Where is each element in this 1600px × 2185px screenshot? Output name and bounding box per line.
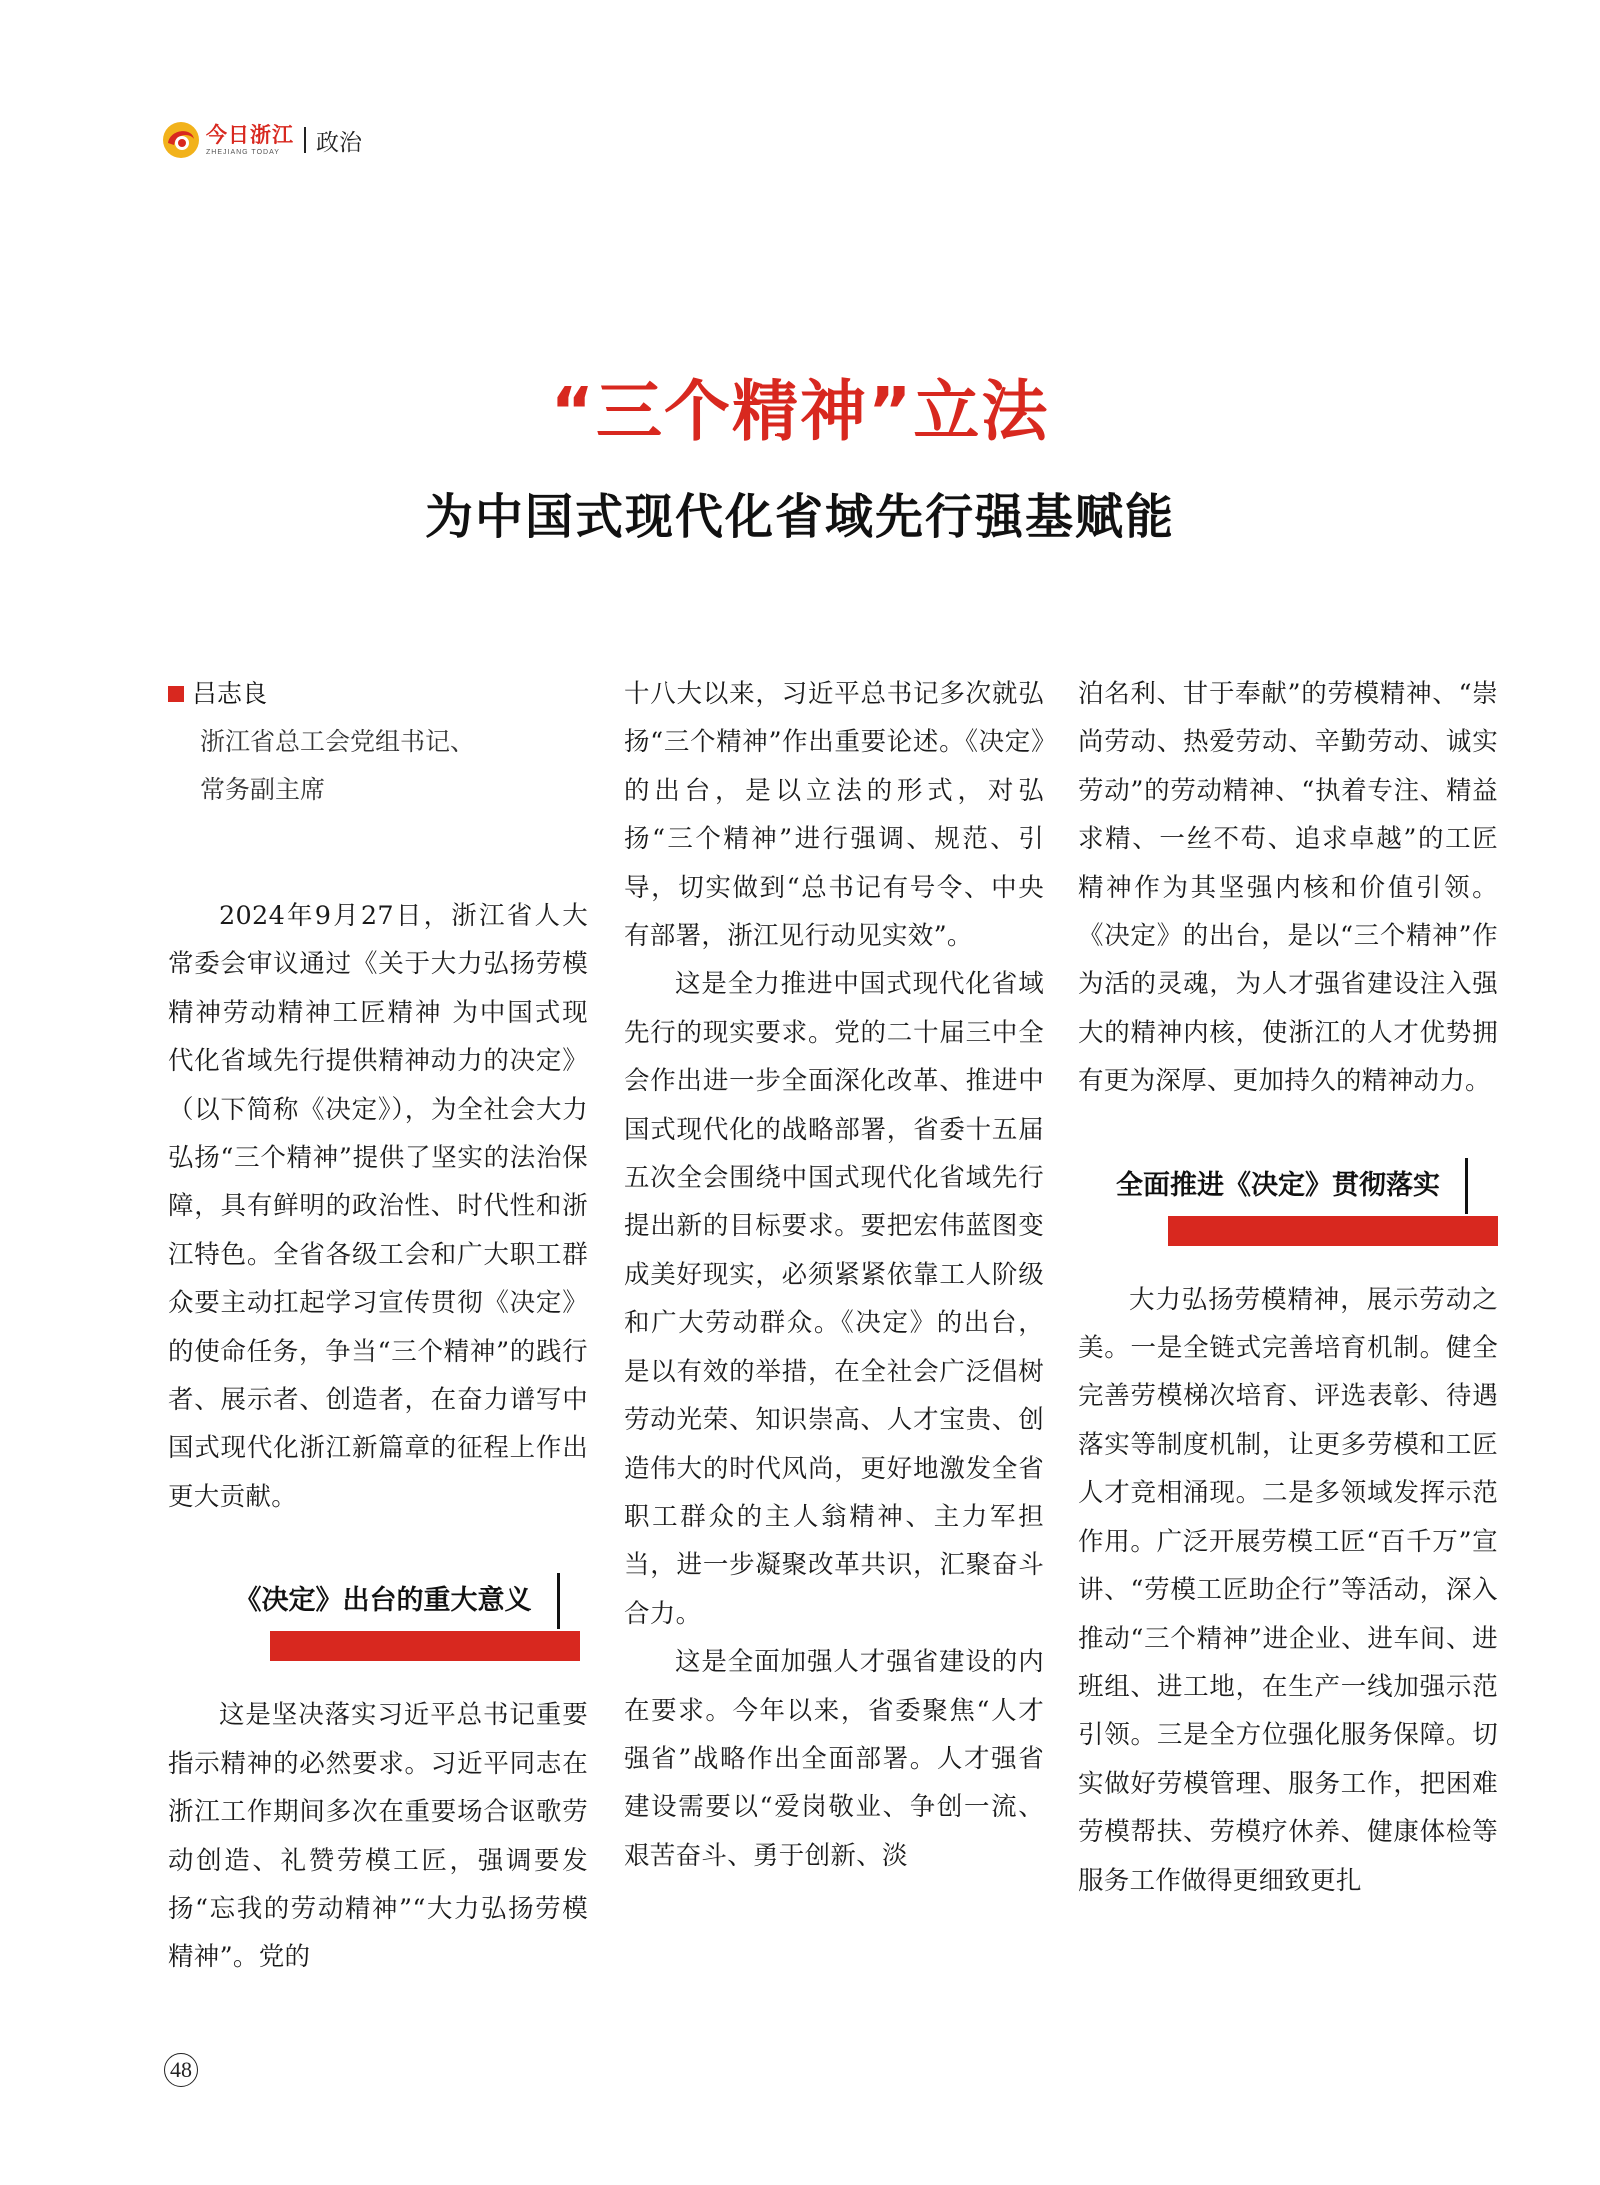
heading-text: 全面推进《决定》贯彻落实 [1116, 1169, 1440, 1201]
heading-red-bar [1168, 1216, 1498, 1246]
paragraph-4: 大力弘扬劳模精神，展示劳动之美。一是全链式完善培育机制。健全完善劳模梯次培育、评选表彰、待遇落实等制度机制，让更多劳模和工匠人才竞相涌现。二是多领域发挥示范作用。广泛开展劳模工匠“百千万”宣讲、“劳模工匠助企行”等活动，深入推动“三个精神”进企业、进车间、进班组、进工地，在生产一线加强示范引领。三是全方位强化服务保障。切实做好劳模管理、服务工作，把困难劳模帮扶、劳模疗休养、健康体检等服务工作做得更细致更扎 [1078, 1284, 1498, 1896]
paragraph-3-part-2: 泊名利、甘于奉献”的劳模精神、“崇尚劳动、热爱劳动、辛勤劳动、诚实劳动”的劳动精神、“执着专注、精益求精、一丝不苟、追求卓越”的工匠精神作为其坚强内核和价值引领。《决定》的出台，是以“三个精神”作为活的灵魂，为人才强省建设注入强大的精神内核，使浙江的人才优势拥有更为深厚、更加持久的精神动力。 [1078, 679, 1498, 1097]
red-square-marker [168, 686, 184, 702]
author-block [168, 670, 588, 814]
paragraph-1-part-1: 这是坚决落实习近平总书记重要指示精神的必然要求。习近平同志在浙江工作期间多次在重要场合讴歌劳动创造、礼赞劳模工匠，强调要发扬“忘我的劳动精神”“大力弘扬劳模精神”。党的 [168, 1700, 588, 1973]
article-subtitle: 为中国式现代化省域先行强基赋能 [424, 489, 1175, 545]
author-title-line-1: 浙江省总工会党组书记、 [200, 727, 476, 756]
section-label: 政治 [316, 129, 362, 156]
header-divider [304, 127, 306, 153]
paragraph-2: 这是全力推进中国式现代化省域先行的现实要求。党的二十届三中全会作出进一步全面深化改革、推进中国式现代化的战略部署，省委十五届五次全会围绕中国式现代化省域先行提出新的目标要求。要把宏伟蓝图变成美好现实，必须紧紧依靠工人阶级和广大劳动群众。《决定》的出台，是以有效的举措，在全社会广泛倡树劳动光荣、知识崇高、人才宝贵、创造伟大的时代风尚，更好地激发全省职工群众的主人翁精神、主力军担当，进一步凝聚改革共识，汇聚奋斗合力。 [624, 969, 1044, 1629]
author-name-row [168, 670, 588, 718]
paragraph-1-part-2: 十八大以来，习近平总书记多次就弘扬“三个精神”作出重要论述。《决定》的出台，是以立法的形式，对弘扬“三个精神”进行强调、规范、引导，切实做到“总书记有号令、中央有部署，浙江见行动见实效”。 [624, 679, 1044, 952]
heading-text: 《决定》出台的重大意义 [234, 1585, 532, 1617]
column-2 [624, 670, 1044, 1880]
intro-paragraph: 2024年9月27日，浙江省人大常委会审议通过《关于大力弘扬劳模精神劳动精神工匠精神 为中国式现代化省域先行提供精神动力的决定》（以下简称《决定》），为全社会大力弘扬“三个精神”提供了坚实的法治保障，具有鲜明的政治性、时代性和浙江特色。全省各级工会和广大职工群众要主动扛起学习宣传贯彻《决定》的使命任务，争当“三个精神”的践行者、展示者、创造者，在奋力谱写中国式现代化浙江新篇章的征程上作出更大贡献。 [168, 901, 588, 1512]
logo-chinese-text: 今日浙江 [206, 122, 294, 147]
column-1 [168, 670, 588, 1982]
logo-english-text: ZHEJIANG TODAY [206, 148, 280, 156]
author-name: 吕志良 [192, 679, 268, 708]
heading-red-bar [270, 1631, 580, 1661]
section-heading-implementation [1078, 1146, 1498, 1246]
paragraph-3-part-1: 这是全面加强人才强省建设的内在要求。今年以来，省委聚焦“人才强省”战略作出全面部署。人才强省建设需要以“爱岗敬业、争创一流、艰苦奋斗、勇于创新、淡 [624, 1647, 1044, 1871]
section-heading-significance [168, 1561, 588, 1661]
logo-wordmark [206, 122, 294, 156]
column-3 [1078, 670, 1498, 1905]
page-number: 48 [164, 2053, 198, 2087]
sun-swirl-logo-icon [160, 119, 202, 161]
magazine-logo [160, 119, 294, 161]
article-title: “三个精神”立法 [550, 373, 1050, 450]
author-title-line-2: 常务副主席 [200, 775, 326, 804]
page-header [160, 118, 362, 162]
